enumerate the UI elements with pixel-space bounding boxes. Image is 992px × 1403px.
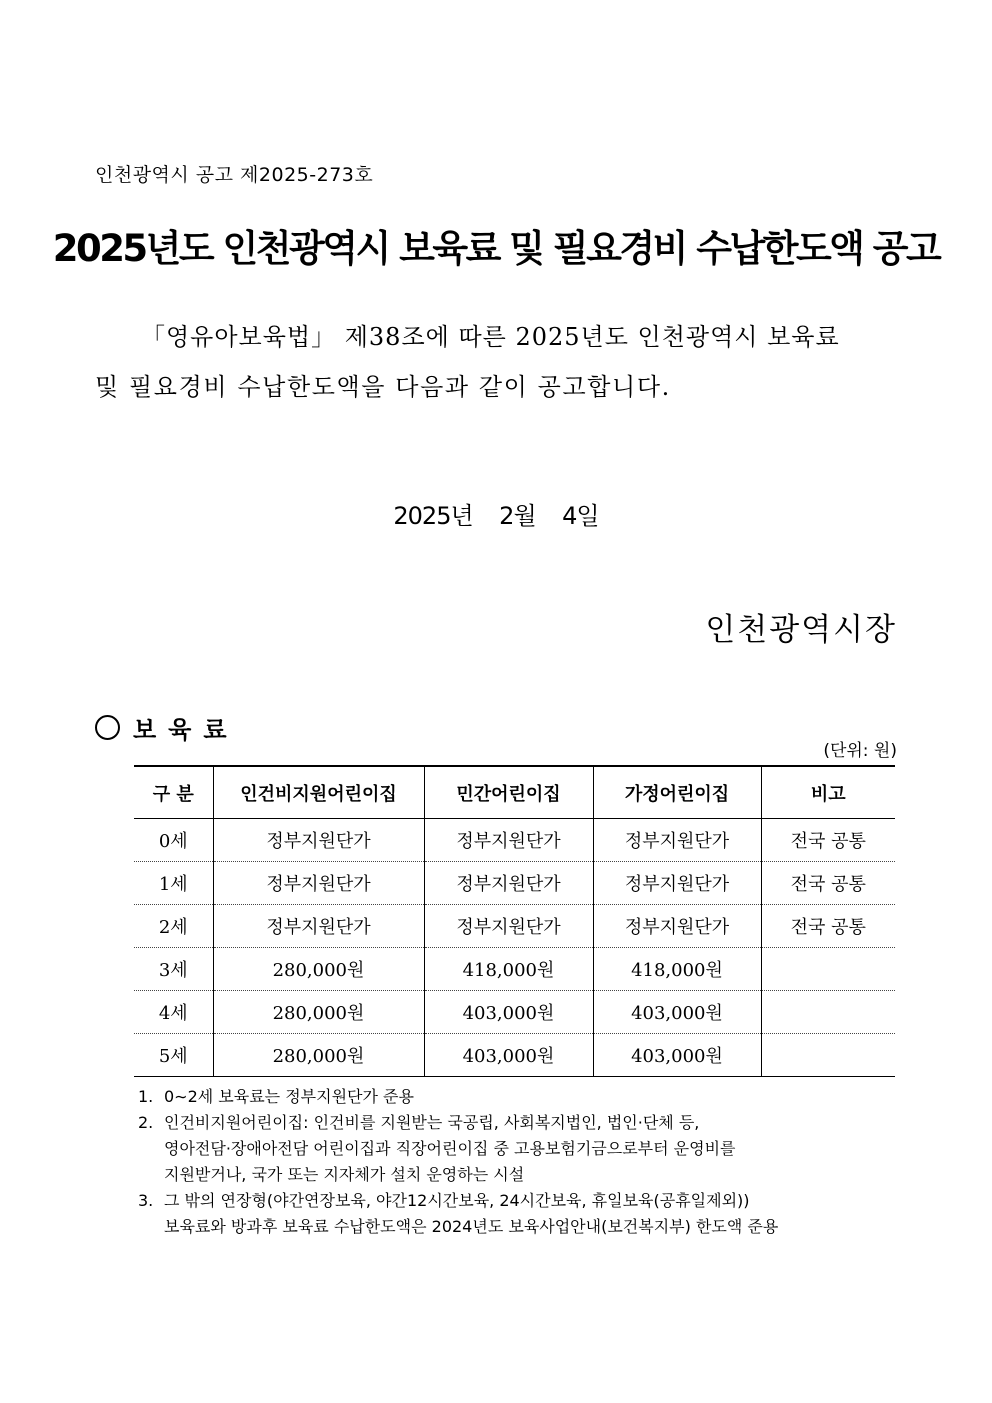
section-heading	[95, 710, 239, 745]
table-cell: 403,000원	[593, 1034, 761, 1077]
table-cell: 280,000원	[213, 1034, 424, 1077]
table-cell: 280,000원	[213, 991, 424, 1034]
childcare-fee-table	[134, 765, 895, 1077]
footnote-line: 지원받거나, 국가 또는 지자체가 설치 운영하는 시설	[164, 1165, 525, 1184]
table-cell: 정부지원단가	[213, 862, 424, 905]
table-row	[134, 948, 895, 991]
footnote-number: 1.	[138, 1087, 154, 1106]
table-cell: 403,000원	[424, 1034, 593, 1077]
table-cell	[761, 948, 895, 991]
footnote-text	[164, 1188, 878, 1240]
column-header: 인건비지원어린이집	[213, 766, 424, 819]
table-row	[134, 862, 895, 905]
table-cell: 2세	[134, 905, 213, 948]
table-cell: 280,000원	[213, 948, 424, 991]
footnote-line: 그 밖의 연장형(야간연장보육, 야간12시간보육, 24시간보육, 휴일보육(공휴일제외))	[164, 1191, 750, 1210]
table-row	[134, 991, 895, 1034]
footnote-text	[164, 1084, 878, 1110]
table-cell: 전국 공통	[761, 905, 895, 948]
table-body	[134, 819, 895, 1077]
table-cell: 5세	[134, 1034, 213, 1077]
intro-line-1: 「영유아보육법」 제38조에 따른 2025년도 인천광역시 보육료	[141, 323, 840, 351]
page-title: 2025년도 인천광역시 보육료 및 필요경비 수납한도액 공고	[52, 227, 940, 270]
table-cell: 정부지원단가	[593, 819, 761, 862]
signatory: 인천광역시장	[705, 612, 897, 648]
table-cell: 정부지원단가	[424, 862, 593, 905]
footnote-line: 인건비지원어린이집: 인건비를 지원받는 국공립, 사회복지법인, 법인·단체 등,	[164, 1113, 700, 1132]
column-header: 비고	[761, 766, 895, 819]
footnote-item	[138, 1110, 878, 1188]
footnote-item	[138, 1084, 878, 1110]
table-cell: 4세	[134, 991, 213, 1034]
table-cell: 418,000원	[593, 948, 761, 991]
intro-paragraph	[95, 312, 895, 412]
column-header: 가정어린이집	[593, 766, 761, 819]
table-row	[134, 819, 895, 862]
column-header: 구 분	[134, 766, 213, 819]
notice-date: 2025년 2월 4일	[393, 502, 599, 530]
table-cell: 정부지원단가	[593, 862, 761, 905]
footnote-item	[138, 1188, 878, 1240]
table-cell: 정부지원단가	[424, 819, 593, 862]
footnote-text	[164, 1110, 878, 1188]
footnote-line: 0∼2세 보육료는 정부지원단가 준용	[164, 1087, 414, 1106]
table-cell: 전국 공통	[761, 819, 895, 862]
table-cell: 전국 공통	[761, 862, 895, 905]
table-cell: 418,000원	[424, 948, 593, 991]
footnote-line: 보육료와 방과후 보육료 수납한도액은 2024년도 보육사업안내(보건복지부) 한도액 준용	[164, 1217, 779, 1236]
footnotes	[138, 1084, 878, 1240]
unit-note: (단위: 원)	[823, 741, 897, 761]
footnote-number: 3.	[138, 1191, 154, 1210]
column-header: 민간어린이집	[424, 766, 593, 819]
intro-line-2: 및 필요경비 수납한도액을 다음과 같이 공고합니다.	[95, 373, 671, 401]
footnote-line: 영아전담·장애아전담 어린이집과 직장어린이집 중 고용보험기금으로부터 운영비를	[164, 1139, 736, 1158]
table-cell: 정부지원단가	[593, 905, 761, 948]
table-cell	[761, 991, 895, 1034]
circle-bullet-icon	[95, 715, 120, 740]
table-cell: 3세	[134, 948, 213, 991]
table-cell: 정부지원단가	[424, 905, 593, 948]
section-label: 보육료	[133, 716, 239, 744]
table-cell: 0세	[134, 819, 213, 862]
notice-number: 인천광역시 공고 제2025-273호	[95, 164, 374, 186]
table-cell: 403,000원	[593, 991, 761, 1034]
table-row	[134, 905, 895, 948]
table-row	[134, 1034, 895, 1077]
table-cell: 정부지원단가	[213, 819, 424, 862]
table-header-row	[134, 766, 895, 819]
table-cell	[761, 1034, 895, 1077]
footnote-number: 2.	[138, 1113, 154, 1132]
table-cell: 1세	[134, 862, 213, 905]
table-cell: 403,000원	[424, 991, 593, 1034]
table-cell: 정부지원단가	[213, 905, 424, 948]
